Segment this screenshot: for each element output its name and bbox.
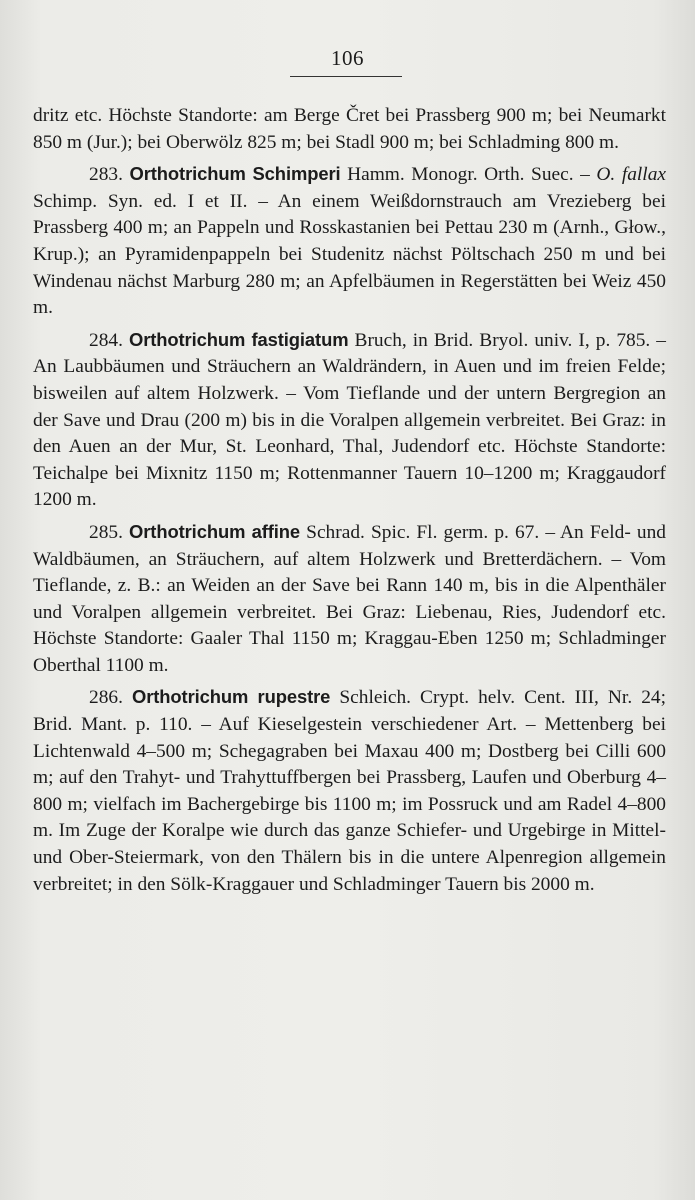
entry-text: Schleich. Crypt. helv. Cent. III, Nr. 24; Brid. Mant. p. 110. – Auf Kieselgestein verschiedener Art. – Mettenberg bei Lichtenwald 4–500 m; Schegagraben bei Maxau 400 m; Dostberg bei Cilli 600 m; auf den Trahyt- und Trahyttuffbergen bei Prassberg, Laufen und Oberburg 4–800 m; vielfach im Bachergebirge bis 1100 m; im Possruck und am Radel 4–800 m. Im Zuge der Koralpe wie durch das ganze Schiefer- und Urgebirge in Mittel- und Ober-Steiermark, von den Thälern bis in die untere Alpenregion allgemein verbreitet; in den Sölk-Kraggauer und Schladminger Tauern bis 2000 m. [33,687,667,895]
entry-number: 284. [89,329,123,351]
page-number: 106 [331,46,364,70]
species-name: Orthotrichum affine [129,520,301,542]
species-entry-283 [33,161,666,322]
entry-text: Hamm. Monogr. Orth. Suec. – [340,164,597,186]
species-entry-284 [33,327,666,514]
species-name: Orthotrichum fastigiatum [128,328,349,350]
page-body [33,103,666,898]
species-entry-286 [33,684,666,898]
header-rule [290,76,402,77]
entry-number: 285. [89,521,123,543]
entry-text: Bruch, in Brid. Bryol. univ. I, p. 785. – An Laubbäumen und Sträuchern an Waldrändern, in Auen und im freien Felde; bisweilen auf altem Holzwerk. – Vom Tieflande und der untern Bergregion an der Save und Drau (200 m) bis in die Voralpen allgemein verbreitet. Bei Graz: in den Auen an der Mur, St. Leonhard, Thal, Judendorf etc. Höchste Standorte: Teichalpe bei Mixnitz 1150 m; Rottenmanner Tauern 10–1200 m; Kraggaudorf 1200 m. [33,329,667,511]
continuation-paragraph: dritz etc. Höchste Standorte: am Berge Čret bei Prassberg 900 m; bei Neumarkt 850 m (Jur.); bei Oberwölz 825 m; bei Stadl 900 m; bei Schladming 800 m. [33,105,666,153]
entry-text: Schimp. Syn. ed. I et II. – An einem Weißdornstrauch am Vrezieberg bei Prassberg 400 m; an Pappeln und Rosskastanien bei Pettau 230 m (Arnh., Głow., Krup.); an Pyramidenpappeln bei Studenitz nächst Pöltschach 250 m und bei Windenau nächst Marburg 280 m; an Apfelbäumen in Regerstätten bei Weiz 450 m. [33,190,666,319]
species-name: Orthotrichum Schimperi [129,163,341,185]
entry-number: 283. [89,164,123,186]
entry-number: 286. [89,687,123,709]
synonym-name: O. fallax [596,164,666,186]
species-entry-285 [33,519,666,680]
species-name: Orthotrichum rupestre [132,686,331,708]
entry-text: Schrad. Spic. Fl. germ. p. 67. – An Feld- und Waldbäumen, an Sträuchern, auf altem Holzwerk und Bretterdächern. – Vom Tieflande, z. B.: an Weiden an der Save bei Rann 140 m, bis in die Alpenthäler und Voralpen allgemein verbreitet. Bei Graz: Liebenau, Ries, Judendorf etc. Höchste Standorte: Gaaler Thal 1150 m; Kraggau-Eben 1250 m; Schladminger Oberthal 1100 m. [33,521,666,676]
